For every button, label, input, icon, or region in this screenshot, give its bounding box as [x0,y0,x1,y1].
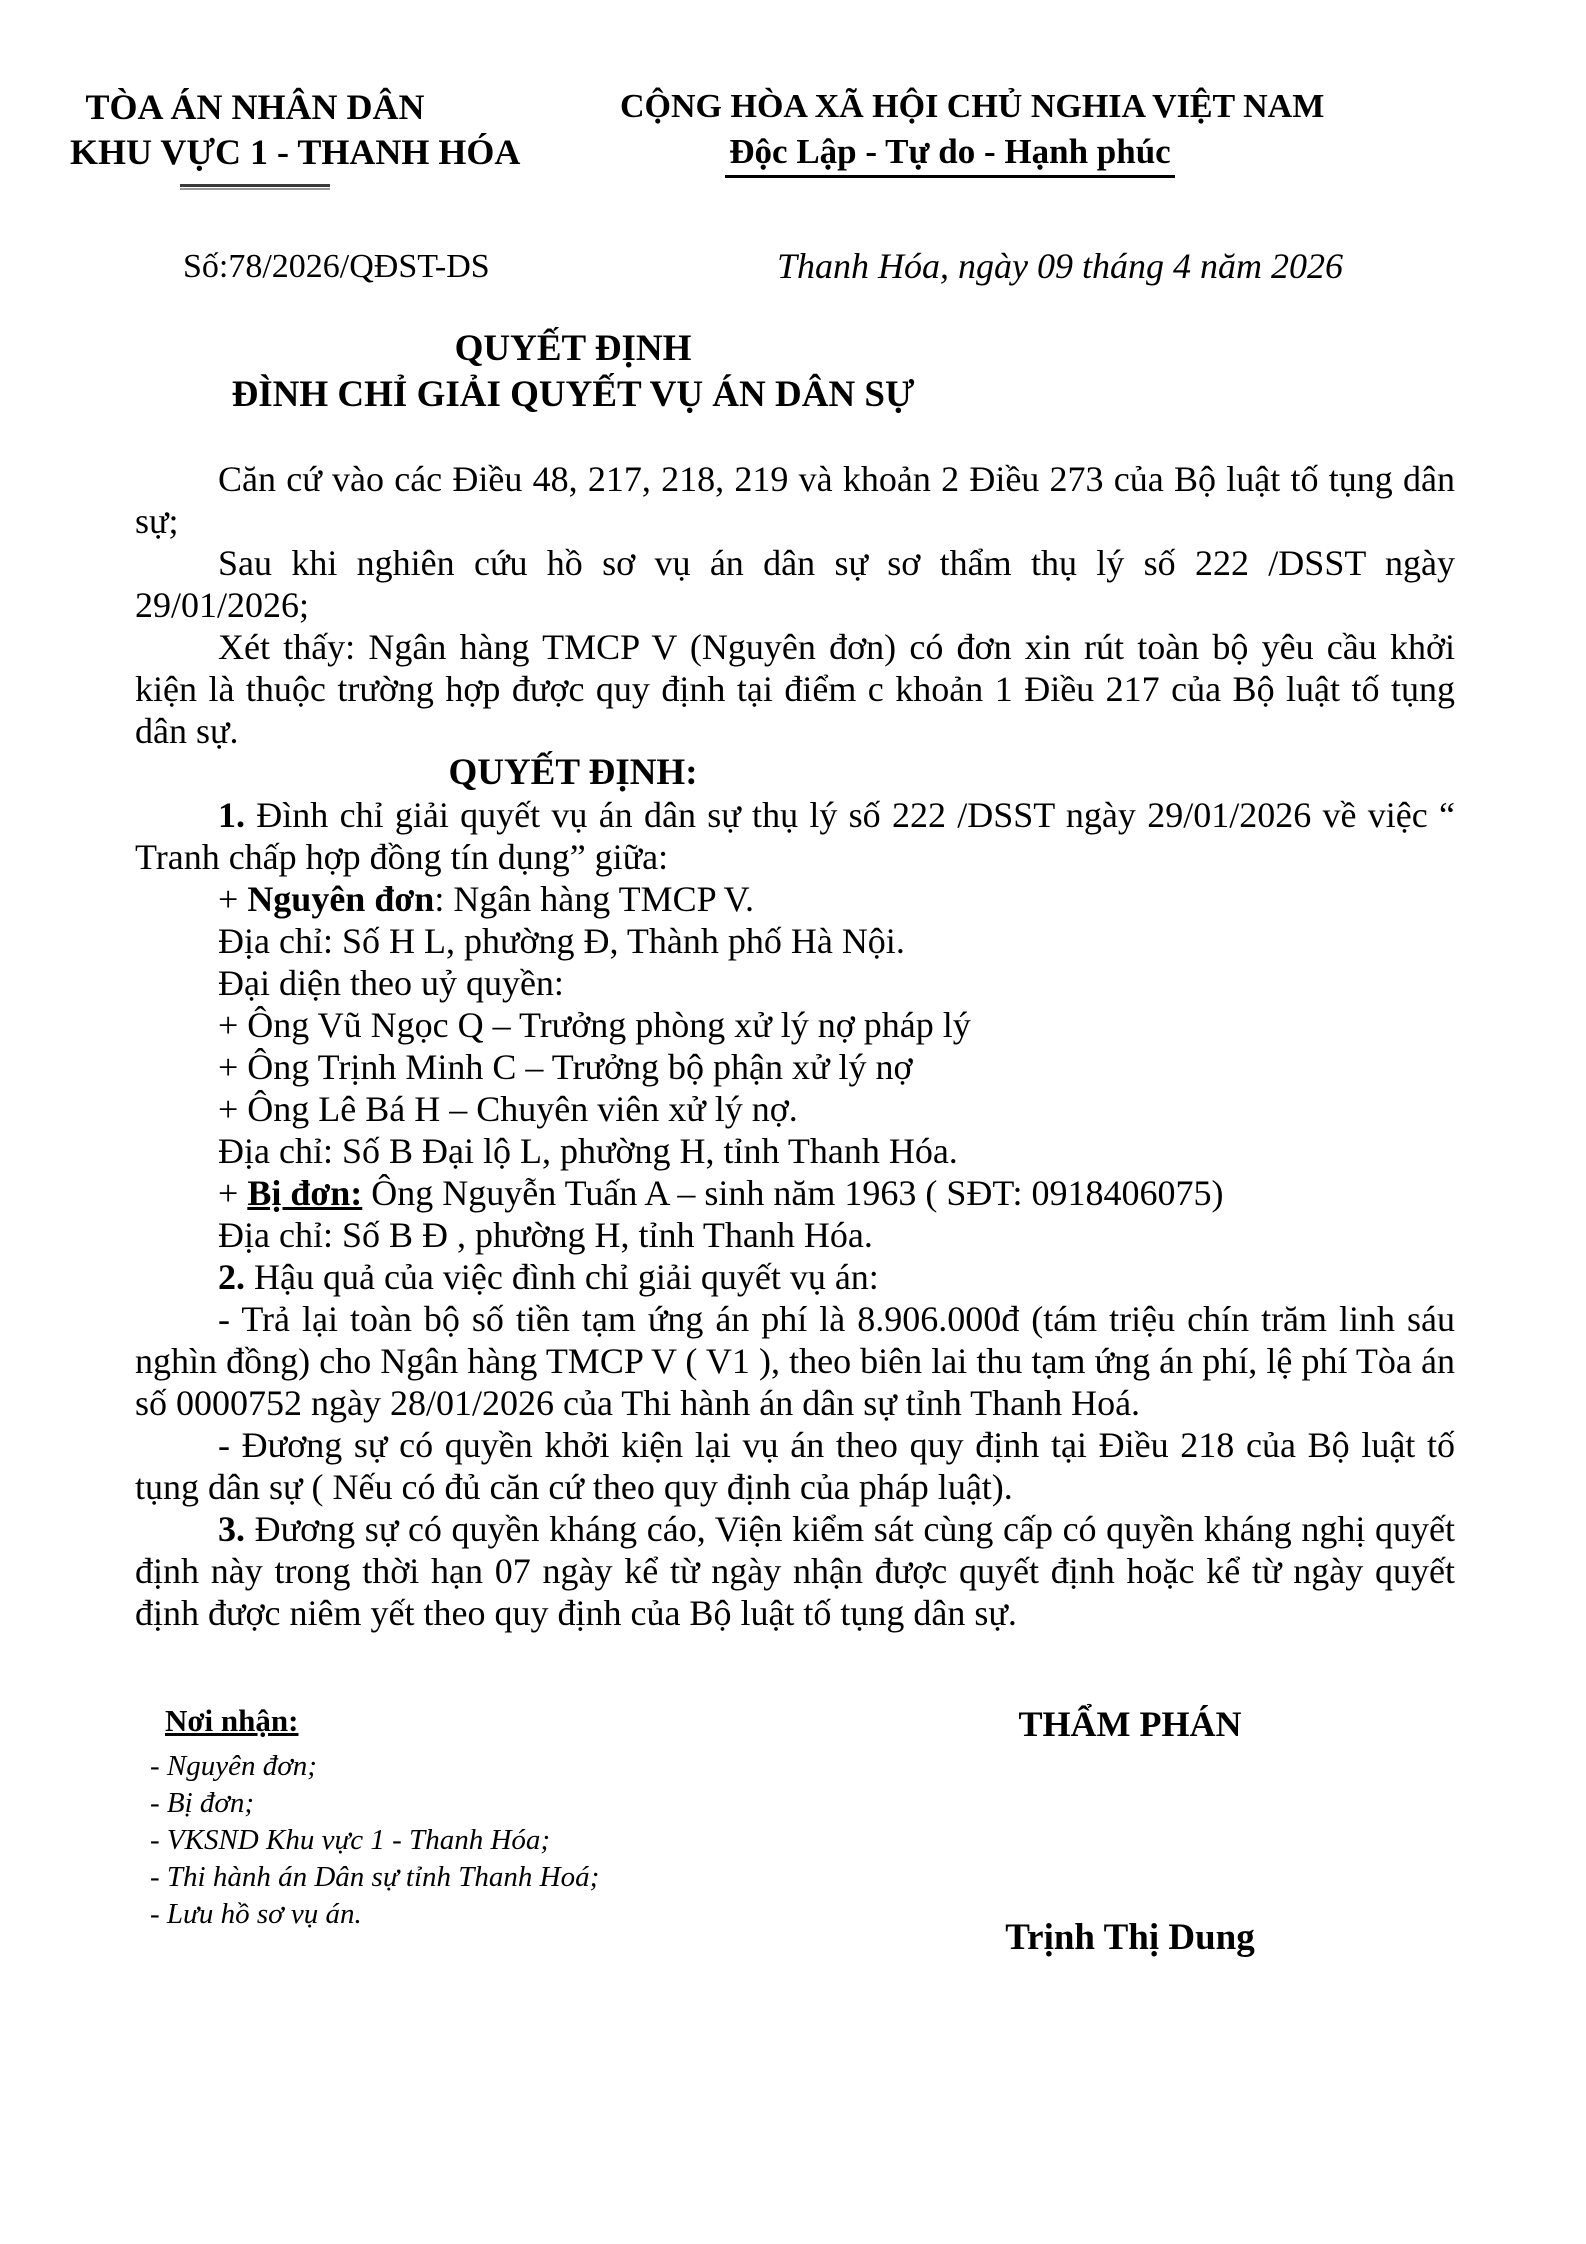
paragraph-item-1: 1. Đình chỉ giải quyết vụ án dân sự thụ lý số 222 /DSST ngày 29/01/2026 về việc “ Tranh chấp hợp đồng tín dụng” giữa: [135,795,1455,877]
paragraph-plaintiff-address: Địa chỉ: Số H L, phường Đ, Thành phố Hà Nội. [218,921,905,961]
court-name-line1: TÒA ÁN NHÂN DÂN [85,87,425,127]
paragraph-defendant: + Bị đơn: Ông Nguyễn Tuấn A – sinh năm 1963 ( SĐT: 0918406075) [218,1173,1224,1213]
document-number: Số:78/2026/QĐST-DS [183,248,490,285]
national-title: CỘNG HÒA XÃ HỘI CHỦ NGHIA VIỆT NAM [620,88,1325,125]
national-motto-block [620,85,1325,178]
document-body [135,458,1455,1634]
section-heading-decision: QUYẾT ĐỊNH: [448,752,698,793]
paragraph-legal-basis: Căn cứ vào các Điều 48, 217, 218, 219 và khoản 2 Điều 273 của Bộ luật tố tụng dân sự; [135,459,1455,541]
header-double-rule [180,184,330,190]
document-footer [0,1700,1586,2120]
recipient-item-1: - Nguyên đơn; [150,1750,317,1782]
recipient-item-3: - VKSND Khu vực 1 - Thanh Hóa; [150,1824,551,1856]
paragraph-right-to-refile: - Đương sự có quyền khởi kiện lại vụ án theo quy định tại Điều 218 của Bộ luật tố tụng dân sự ( Nếu có đủ căn cứ theo quy định của pháp luật). [135,1425,1455,1507]
paragraph-item-3: 3. Đương sự có quyền kháng cáo, Viện kiểm sát cùng cấp có quyền kháng nghị quyết định này trong thời hạn 07 ngày kể từ ngày nhận được quyết định hoặc kể từ ngày quyết định được niêm yết theo quy định của Bộ luật tố tụng dân sự. [135,1509,1455,1633]
paragraph-plaintiff: + Nguyên đơn: Ngân hàng TMCP V. [218,879,755,919]
document-header [0,85,1586,335]
document-title-line2: ĐÌNH CHỈ GIẢI QUYẾT VỤ ÁN DÂN SỰ [231,374,915,415]
paragraph-representatives-address: Địa chỉ: Số B Đại lộ L, phường H, tỉnh Thanh Hóa. [218,1131,958,1171]
recipients-block [150,1702,599,1933]
recipient-item-4: - Thi hành án Dân sự tỉnh Thanh Hoá; [150,1861,600,1893]
court-name-block [70,85,521,190]
judge-name: Trịnh Thị Dung [1005,1917,1255,1958]
signature-block [830,1702,1430,1960]
court-name-line2: KHU VỰC 1 - THANH HÓA [70,132,521,172]
document-title [135,326,1011,418]
paragraph-defendant-address: Địa chỉ: Số B Đ , phường H, tỉnh Thanh Hóa. [218,1215,873,1255]
paragraph-findings: Xét thấy: Ngân hàng TMCP V (Nguyên đơn) có đơn xin rút toàn bộ yêu cầu khởi kiện là thuộc trường hợp được quy định tại điểm c khoản 1 Điều 217 của Bộ luật tố tụng dân sự. [135,627,1455,751]
paragraph-representatives-label: Đại diện theo uỷ quyền: [218,963,564,1003]
paragraph-fee-refund: - Trả lại toàn bộ số tiền tạm ứng án phí là 8.906.000đ (tám triệu chín trăm linh sáu nghìn đồng) cho Ngân hàng TMCP V ( V1 ), theo biên lai thu tạm ứng án phí, lệ phí Tòa án số 0000752 ngày 28/01/2026 của Thi hành án dân sự tỉnh Thanh Hoá. [135,1299,1455,1423]
paragraph-item-2: 2. Hậu quả của việc đình chỉ giải quyết vụ án: [218,1257,879,1297]
national-motto: Độc Lập - Tự do - Hạnh phúc [725,131,1174,178]
recipients-title: Nơi nhận: [165,1703,299,1738]
paragraph-case-review: Sau khi nghiên cứu hồ sơ vụ án dân sự sơ thẩm thụ lý số 222 /DSST ngày 29/01/2026; [135,543,1455,625]
recipient-item-2: - Bị đơn; [150,1787,255,1819]
paragraph-representative-1: + Ông Vũ Ngọc Q – Trưởng phòng xử lý nợ pháp lý [218,1005,971,1045]
recipient-item-5: - Lưu hồ sơ vụ án. [150,1898,362,1930]
judge-title: THẨM PHÁN [1018,1704,1242,1744]
place-and-date: Thanh Hóa, ngày 09 tháng 4 năm 2026 [777,246,1343,286]
paragraph-representative-2: + Ông Trịnh Minh C – Trưởng bộ phận xử lý nợ [218,1047,913,1087]
document-title-line1: QUYẾT ĐỊNH [454,328,692,369]
paragraph-representative-3: + Ông Lê Bá H – Chuyên viên xử lý nợ. [218,1089,798,1129]
